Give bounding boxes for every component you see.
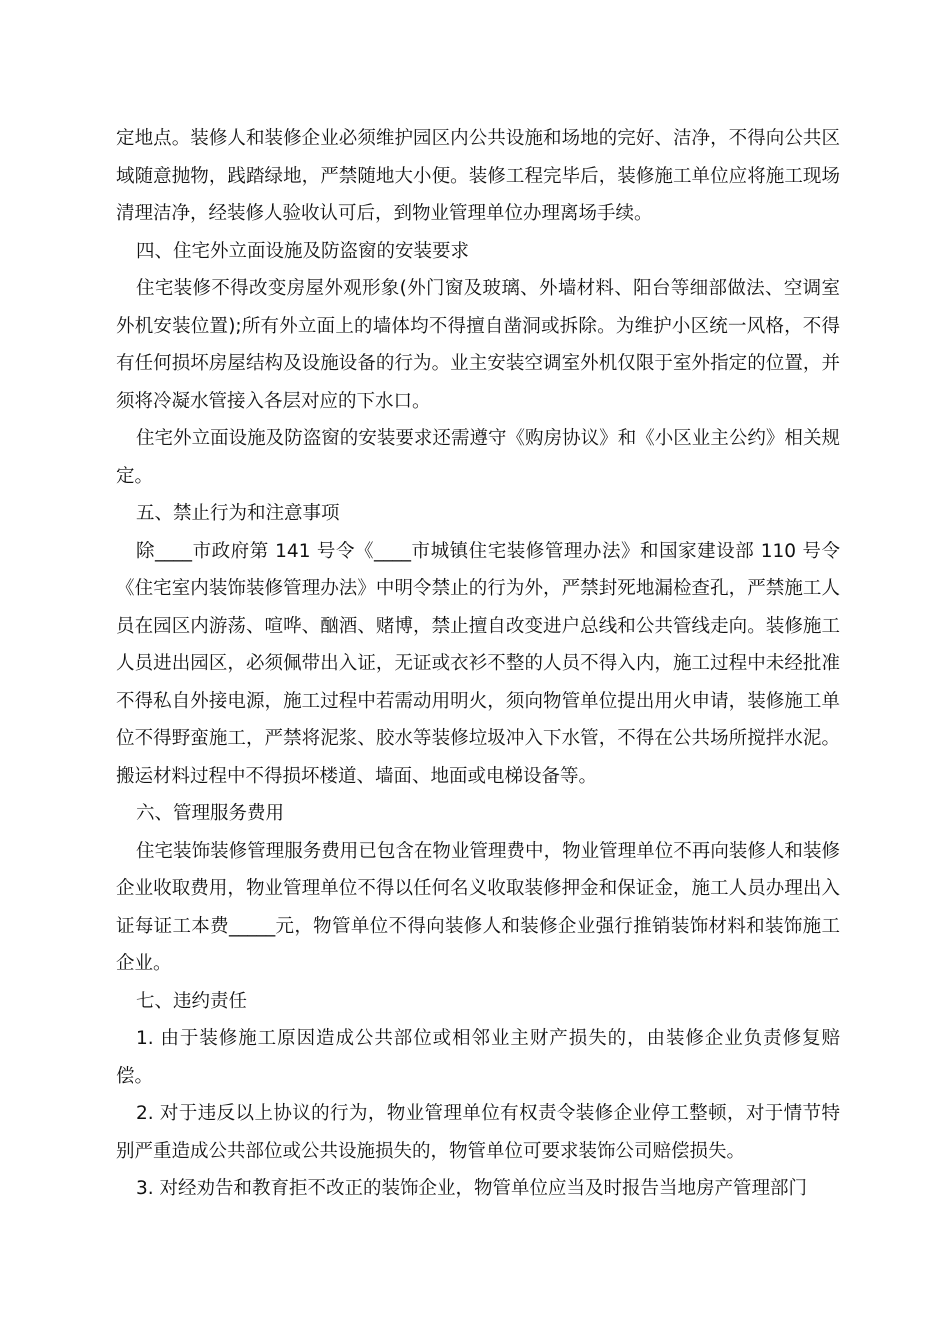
paragraph-site-cleanup: 定地点。装修人和装修企业必须维护园区内公共设施和场地的完好、洁净，不得向公共区域随意抛物，践踏绿地，严禁随地大小便。装修工程完毕后，装修施工单位应将施工现场清理洁净，经装修人验收认可后，到物业管理单位办理离场手续。 (116, 128, 840, 224)
section-heading-6: 六、管理服务费用 (136, 803, 285, 824)
list-item-liability-2: 2. 对于违反以上协议的行为，物业管理单位有权责令装修企业停工整顿，对于情节特别严重造成公共部位或公共设施损失的，物管单位可要求装饰公司赔偿损失。 (116, 1103, 840, 1162)
document-body (116, 120, 840, 1208)
list-item-liability-3: 3. 对经劝告和教育拒不改正的装饰企业，物管单位应当及时报告当地房产管理部门 (136, 1178, 808, 1199)
paragraph-facade-rules: 住宅装修不得改变房屋外观形象(外门窗及玻璃、外墙材料、阳台等细部做法、空调室外机安装位置);所有外立面上的墙体均不得擅自凿洞或拆除。为维护小区统一风格，不得有任何损坏房屋结构及设施设备的行为。业主安装空调室外机仅限于室外指定的位置，并须将冷凝水管接入各层对应的下水口。 (116, 278, 840, 412)
paragraph-prohibited-acts: 除____市政府第 141 号令《____市城镇住宅装修管理办法》和国家建设部 110 号令《住宅室内装饰装修管理办法》中明令禁止的行为外，严禁封死地漏检查孔，严禁施工人员在园区内游荡、喧哗、酗酒、赌博，禁止擅自改变进户总线和公共管线走向。装修施工人员进出园区，必须佩带出入证，无证或衣衫不整的人员不得入内，施工过程中未经批准不得私自外接电源，施工过程中若需动用明火，须向物管单位提出用火申请，装修施工单位不得野蛮施工，严禁将泥浆、胶水等装修垃圾冲入下水管，不得在公共场所搅拌水泥。搬运材料过程中不得损坏楼道、墙面、地面或电梯设备等。 (116, 540, 840, 787)
section-heading-4: 四、住宅外立面设施及防盗窗的安装要求 (136, 240, 470, 262)
list-item-liability-1: 1. 由于装修施工原因造成公共部位或相邻业主财产损失的，由装修企业负责修复赔偿。 (116, 1028, 840, 1087)
paragraph-facade-compliance: 住宅外立面设施及防盗窗的安装要求还需遵守《购房协议》和《小区业主公约》相关规定。 (116, 428, 840, 487)
section-heading-5: 五、禁止行为和注意事项 (136, 503, 340, 524)
section-heading-7: 七、违约责任 (136, 990, 248, 1012)
paragraph-service-fees: 住宅装饰装修管理服务费用已包含在物业管理费中，物业管理单位不再向装修人和装修企业收取费用，物业管理单位不得以任何名义收取装修押金和保证金，施工人员办理出入证每证工本费_____元，物管单位不得向装修人和装修企业强行推销装饰材料和装饰施工企业。 (116, 840, 840, 974)
